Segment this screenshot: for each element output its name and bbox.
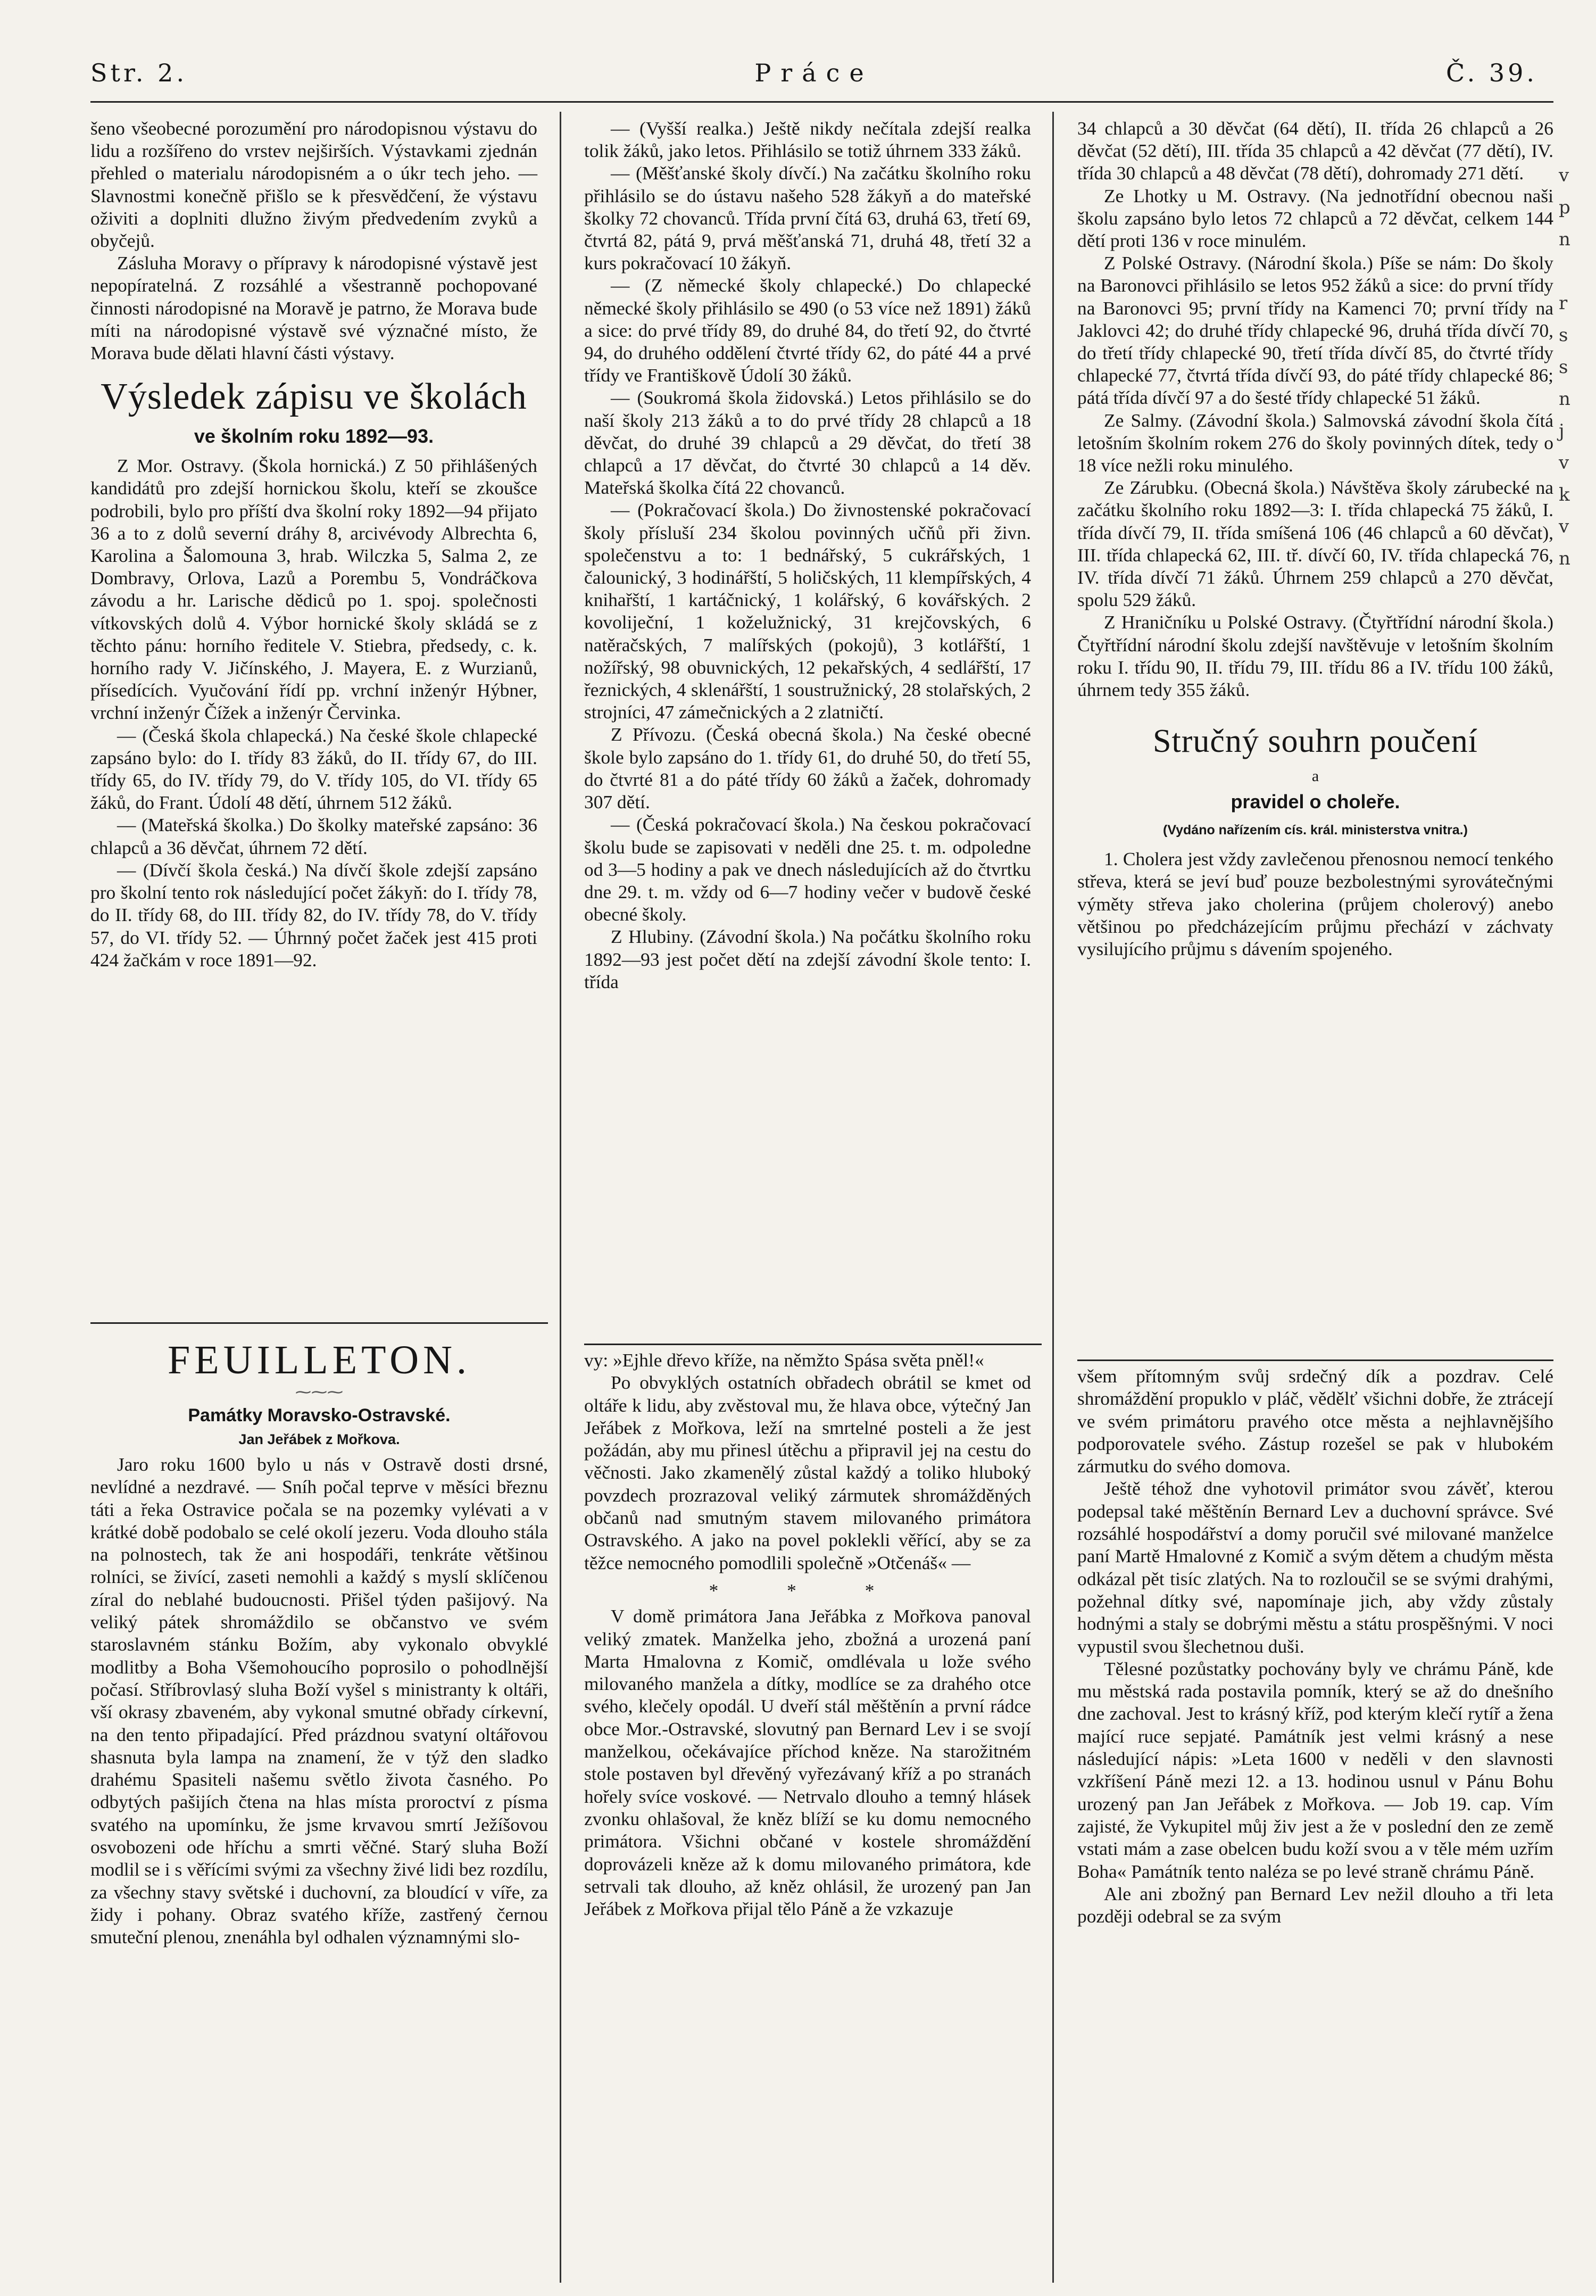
story-paragraph: Ještě téhož dne vyhotovil primátor svou závěť, kterou podepsal také měštěnín Bernard Lev a duchovní správce. Své rozsáhlé hospodářství a domy poručil své milované manželce paní Martě Hmalovné z Komič a svým dětem a chudým města odkázal pět tisíc zlatých. Na to rozloučil se se svými drahými, požehnal dítky své, napomínaje jich, aby vždy zůstaly hodnými a staly se dobrými městu a státu prospěšnými. V noci vypustil svou šlechetnou duši. <box>1077 1478 1553 1657</box>
article-paragraph: — (Z německé školy chlapecké.) Do chlapecké německé školy přihlásilo se 490 (o 53 více než 1891) žáků a sice: do prvé třídy 89, do druhé 84, do třetí 92, do čtvrté 94, do druhého oddělení čtvrté třídy 62, do páté 44 a prvé třídy ve Františkově Údolí 30 žáků. <box>584 275 1031 386</box>
feuilleton-column-2 <box>584 1349 1031 2285</box>
article-paragraph: Zásluha Moravy o přípravy k národopisné výstavě jest nepopíratelná. Z rozsáhlé a všestranně pochopované činnosti národopisné na Moravě je patrno, že Morava bude míti na národopisné výstavě své význačné místo, že Morava bude dělati hlavní části výstavy. <box>90 252 537 364</box>
article-paragraph: 34 chlapců a 30 děvčat (64 dětí), II. třída 26 chlapců a 26 děvčat (52 dětí), III. třída 35 chlapců a 42 děvčat (77 dětí), IV. třída 30 chlapců a 48 děvčat (78 dětí), dohromady 271 dětí. <box>1077 118 1553 184</box>
page-header <box>90 59 1537 96</box>
edge-glyph: j <box>1559 420 1565 442</box>
heading-connector: a <box>1311 767 1319 785</box>
newspaper-title: Práce <box>754 59 874 87</box>
article-paragraph: — (Soukromá škola židovská.) Letos přihlásilo se do naší školy 213 žáků a to do prvé třídy 28 chlapců a 18 děvčat, do druhé 39 chlapců a 29 děvčat, do třetí 38 chlapců a 17 děvčat, do čtvrté 30 chlapců a 14 děv. Mateřská školka čítá 22 chovanců. <box>584 387 1031 499</box>
article-paragraph: 1. Cholera jest vždy zavlečenou přenosnou nemocí tenkého střeva, která se jeví buď pouze bezbolestnými syrovátečnými výměty střeva jako cholerina (průjem cholerový) anebo většinou po předcházejícím průjmu přechází v záchvaty vysilujícího průjmu s dávením spojeného. <box>1077 848 1553 960</box>
section-subheading: pravidel o choleře. <box>1231 791 1400 813</box>
ornament: ⁓⁓⁓ <box>295 1383 343 1401</box>
feuilleton-rule <box>1077 1360 1553 1361</box>
article-paragraph: Z Hlubiny. (Závodní škola.) Na počátku školního roku 1892—93 jest počet dětí na zdejší závodní škole tento: I. třída <box>584 926 1031 992</box>
article-paragraph: Z Přívozu. (Česká obecná škola.) Na české obecné škole bylo zapsáno do 1. třídy 61, do druhé 50, do třetí 55, do čtvrté 81 a do páté třídy 60 žáků a žaček, dohromady 307 dětí. <box>584 724 1031 813</box>
article-paragraph: Ze Zárubku. (Obecná škola.) Návštěva školy zárubecké na začátku školního roku 1892—3: I. třída chlapecká 75 žáků, I. třída dívčí 79, II. třída smíšená 106 (46 chlapců a 60 děvčat), III. třída chlapecká 62, III. tř. dívčí 60, IV. třída chlapecká 76, IV. třída dívčí 71 žáků. Úhrnem 259 chlapců a 270 děvčat, spolu 529 žáků. <box>1077 477 1553 611</box>
story-paragraph: Jaro roku 1600 bylo u nás v Ostravě dosti drsné, nevlídné a nezdravé. — Sníh počal teprve v měsíci březnu táti a řeka Ostravice počala se na pozemky vylévati a v krátké době podobalo se celé okolí jezeru. Voda dlouho stála na polnostech, tak že ani hospodáři, tenkráte většinou rolníci, se živící, zaseti nemohli a každý s myslí sklíčenou zíral do neblahé budoucnosti. Přišel týden pašijový. Na veliký pátek shromáždilo se občanstvo ve svém staroslavném stánku Božím, aby vykonalo obvyklé modlitby a Boha Všemohoucího poprosilo o pohodlnější počasí. Stříbrovlasý sluha Boží vyšel s ministranty k oltáři, vší okrasy zbaveném, aby vykonal smutné obřady církevní, na den tento připadající. Před prázdnou svatyní oltářovou shasnuta byla lampa na znamení, že v týž den sladko drahému Spasiteli našemu světlo života časného. Po odbytých pašijích čtena na hlas místa proroctví z písma svatého na upomínku, že jsme krvavou smrtí Ježíšovou osvobozeni ode hříchu a smrti věčné. Starý sluha Boží modlil se i s věřícími svými za všechny živé lidi bez rozdílu, za všechny stavy světské i duchovní, za bloudící v víře, za židy i pohany. Obraz svatého kříže, zastřený černou smuteční plenou, znenáhla byl odhalen významnými slo- <box>90 1454 548 1948</box>
article-paragraph: — (Měšťanské školy dívčí.) Na začátku školního roku přihlásilo se do ústavu našeho 528 žákyň a do mateřské školky 72 chovanců. Třída první čítá 63, druhá 63, třetí 69, čtvrtá 82, pátá 9, prvá měšťanská 71, druhá 48, třetí 32 a kurs pokračovací 10 žákyň. <box>584 162 1031 274</box>
edge-glyph: n <box>1559 548 1570 569</box>
story-paragraph: Tělesné pozůstatky pochovány byly ve chrámu Páně, kde mu městská rada postavila pomník, který se až do dnešního dne zachoval. Jest to krásný kříž, pod kterým klečí rytíř a žena mající ruce sepjaté. Památník jest velmi krásný a nese následující nápis: »Leta 1600 v neděli v den slavnosti vzkříšení Páně mezi 12. a 13. hodinou usnul v Pánu Bohu urozený pan Jan Jeřábek z Mořkova. — Job 19. cap. Vím zajisté, že Vykupitel můj živ jest a že v poslední den ze země vstati mám a zase obelcen budu koží svou a v těle mém uzřím Boha« Památník tento naléza se po levé straně chrámu Páně. <box>1077 1657 1553 1882</box>
edge-glyph: v <box>1559 516 1569 537</box>
story-paragraph: V domě primátora Jana Jeřábka z Mořkova panoval veliký zmatek. Manželka jeho, zbožná a urozená paní Marta Hmalovna z Komič, omdlévala u lože svého milovaného manžela a dítky, modlíce se za drahého otce svého, klečely opodál. U dveří stál měštěnín a první rádce obce Mor.-Ostravské, slovutný pan Bernard Lev i se svojí manželkou, očekávajíce příchod kněze. Na starožitném stole postaven byl dřevěný vyřezávaný kříž a po stranách hořely svíce voskové. — Netrvalo dlouho a temný hlásek zvonku ohlašoval, že kněz blíží se ku domu nemocného primátora. Všichni občané v kostele shromáždění doprovázeli kněze až k domu milovaného primátora, kde setrvali tak dlouho, až kněz ohlásil, že urozený pan Jan Jeřábek z Mořkova přijal tělo Páně a že vzkazuje <box>584 1605 1031 1920</box>
feuilleton-rule <box>584 1344 1042 1345</box>
section-heading-cholera: Stručný souhrn poučení <box>1153 723 1478 760</box>
header-rule <box>90 101 1553 103</box>
feuilleton-column-3 <box>1077 1365 1553 2285</box>
edge-glyph: n <box>1559 388 1570 410</box>
story-paragraph: Po obvyklých ostatních obřadech obrátil se kmet od oltáře k lidu, aby zvěstoval mu, že hlava obce, výtečný Jan Jeřábek z Mořkova, leží na smrtelné posteli a že jest požádán, aby mu přinesl útěchu a připravil jej na cestu do věčnosti. Jako zkamenělý zůstal každý a toliko hluboký povzdech prozrazoval veliký zármutek shromážděných občanů nad smutným stavem milovaného primátora Ostravského. A jako na povel poklekli věřící, aby se za těžce nemocného pomodlili společně »Otčenáš« — <box>584 1372 1031 1573</box>
section-subheading: ve školním roku 1892—93. <box>194 425 434 447</box>
edge-glyph: v <box>1559 452 1569 474</box>
column-divider <box>1052 112 1054 2283</box>
story-title: Památky Moravsko-Ostravské. <box>188 1405 451 1425</box>
column-divider <box>560 112 561 2283</box>
article-paragraph: šeno všeobecné porozumění pro národopisnou výstavu do lidu a rozšířeno do vrstev nejširších. Výstavkami zjednán přehled o materialu národopisném a o úkr tech jeho. — Slavnostmi konečně přišlo se k přesvědčení, že výstavu oživiti a doplniti dlužno živým předvedením zvyků a obyčejů. <box>90 118 537 252</box>
section-heading-school-enrollment: Výsledek zápisu ve školách <box>101 376 527 418</box>
article-paragraph: — (Pokračovací škola.) Do živnostenské pokračovací školy přísluší 234 školou povinných učňů při živn. společenstvu a to: 1 bednářský, 5 cukrářských, 1 čalounický, 3 hodinářští, 5 holičských, 11 klempířských, 4 knihařští, 1 kartáčnický, 1 kolářský, 6 kovářských. 2 kovoliječní, 1 koželužnický, 31 krejčovských, 6 natěračských, 7 malířských (pokojů), 3 kotlářští, 1 nožířský, 98 obuvnických, 12 pekařských, 4 sedlářští, 17 řeznických, 4 sklenářští, 1 soustružnický, 28 stolařských, 2 strojníci, 47 zámečnických a 2 zlatničtí. <box>584 499 1031 723</box>
article-paragraph: Ze Salmy. (Závodní škola.) Salmovská závodní škola čítá letošním školním rokem 276 do školy povinných dítek, tedy o 18 více nežli roku minulého. <box>1077 409 1553 476</box>
article-paragraph: — (Dívčí škola česká.) Na dívčí škole zdejší zapsáno pro školní tento rok následující počet žákyň: do I. třídy 78, do II. třídy 68, do III. třídy 82, do IV. třídy 78, do V. třídy 57, do VI. třídy 52. — Úhrnný počet žaček jest 415 proti 424 žačkám v roce 1891—92. <box>90 859 537 971</box>
article-paragraph: — (Česká pokračovací škola.) Na českou pokračovací školu bude se zapisovati v neděli dne 25. t. m. odpoledne od 3—5 hodiny a pak ve dnech následujících až do čtvrtku dne 29. t. m. vždy od 6—7 hodiny večer v budově české obecné školy. <box>584 814 1031 925</box>
story-author: Jan Jeřábek z Mořkova. <box>238 1431 400 1447</box>
feuilleton-column-1 <box>90 1328 548 2285</box>
issue-number: Č. 39. <box>1446 59 1537 87</box>
edge-glyph: p <box>1559 197 1570 218</box>
article-paragraph: Z Hraničníku u Polské Ostravy. (Čtyřtřídní národní škola.) Čtyřtřídní národní školu zdejší navštěvuje v letošním školním roku I. třídu 90, II. třídu 79, III. třídu 86 a IV. třídu 100 žáků, úhrnem tedy 355 žáků. <box>1077 611 1553 701</box>
column-2 <box>584 117 1031 1336</box>
article-paragraph: — (Česká škola chlapecká.) Na české škole chlapecké zapsáno bylo: do I. třídy 83 žáků, do II. třídy 67, do III. třídy 65, do IV. třídy 79, do V. třídy 105, do VI. třídy 65 žáků, do Frant. Údolí 48 dětí, úhrnem 512 žáků. <box>90 724 537 814</box>
article-paragraph: — (Mateřská školka.) Do školky mateřské zapsáno: 36 chlapců a 36 děvčat, úhrnem 72 dětí. <box>90 814 537 858</box>
column-3 <box>1077 117 1553 960</box>
article-paragraph: — (Vyšší realka.) Ještě nikdy nečítala zdejší realka tolik žáků, jako letos. Přihlásilo se totiž úhrnem 333 žáků. <box>584 118 1031 162</box>
edge-glyph: n <box>1559 229 1570 250</box>
edge-glyph: r <box>1559 293 1568 314</box>
story-paragraph: vy: »Ejhle dřevo kříže, na němžto Spása světa pněl!« <box>584 1349 984 1371</box>
feuilleton-rule <box>90 1322 548 1324</box>
article-paragraph: Ze Lhotky u M. Ostravy. (Na jednotřídní obecnou naši školu zapsáno bylo letos 72 chlapců a 72 děvčat, celkem 144 dětí proti 136 v roce minulém. <box>1077 185 1553 252</box>
adjacent-page-edge <box>1559 160 1596 575</box>
section-break-stars: * * * <box>709 1579 907 1601</box>
ministry-note: (Vydáno nařízením cís. král. ministerstva vnitra.) <box>1163 823 1468 838</box>
article-paragraph: Z Polské Ostravy. (Národní škola.) Píše se nám: Do školy na Baronovci přihlásilo se letos 952 žáků a sice: do první třídy na Baronovci 95; první třídy na Kamenci 70; první třídy na Jaklovci 42; do druhé třídy chlapecké 96, druhá třída dívčí 70, do třetí třídy chlapecké 90, třetí třída dívčí 85, do čtvrté třídy chlapecké 77, čtvrtá třída dívčí 93, do páté třídy chlapecké 86; pátá třída dívčí 97 a do šesté třídy chlapecké 51 žáků. <box>1077 252 1553 409</box>
edge-glyph: s <box>1559 325 1568 346</box>
story-paragraph: všem přítomným svůj srdečný dík a pozdrav. Celé shromáždění propuklo v pláč, vědělť všichni dobře, že ztrácejí ve svém primátoru pravého otce města a nejhlavnějšího podporovatele svého. Zástup rozešel se pak v hlubokém zármutku do svého domova. <box>1077 1365 1553 1477</box>
story-paragraph: Ale ani zbožný pan Bernard Lev nežil dlouho a tři leta později odebral se za svým <box>1077 1883 1553 1927</box>
column-1 <box>90 117 537 1317</box>
feuilleton-heading: FEUILLETON. <box>168 1338 471 1382</box>
edge-glyph: s <box>1559 357 1568 378</box>
page-number: Str. 2. <box>90 59 188 87</box>
edge-glyph: k <box>1559 484 1570 505</box>
article-paragraph: Z Mor. Ostravy. (Škola hornická.) Z 50 přihlášených kandidátů pro zdejší hornickou školu, kteří se zkoušce podrobili, bylo pro příští dva školní roky 1892—94 přijato 36 a to z dolů severní dráhy 8, arcivévody Albrechta 6, Karolina a Šalomouna 3, hrab. Wilczka 5, Salma 2, ze Dombravy, Orlova, Lazů a Porembu 5, Vondráčkova závodu a hr. Larische dědiců po 1. spoj. společnosti vítkovských dolů 4. Výbor hornické školy skládá se z těchto pánu: horního ředitele V. Stiebra, předsedy, c. k. horního rady V. Jičínského, J. Mayera, E. z Wurzianů, přísedících. Vyučování řídí pp. vrchní inženýr Hýbner, vrchní inženýr Čížek a inženýr Červinka. <box>90 455 537 724</box>
edge-glyph: v <box>1559 165 1569 186</box>
